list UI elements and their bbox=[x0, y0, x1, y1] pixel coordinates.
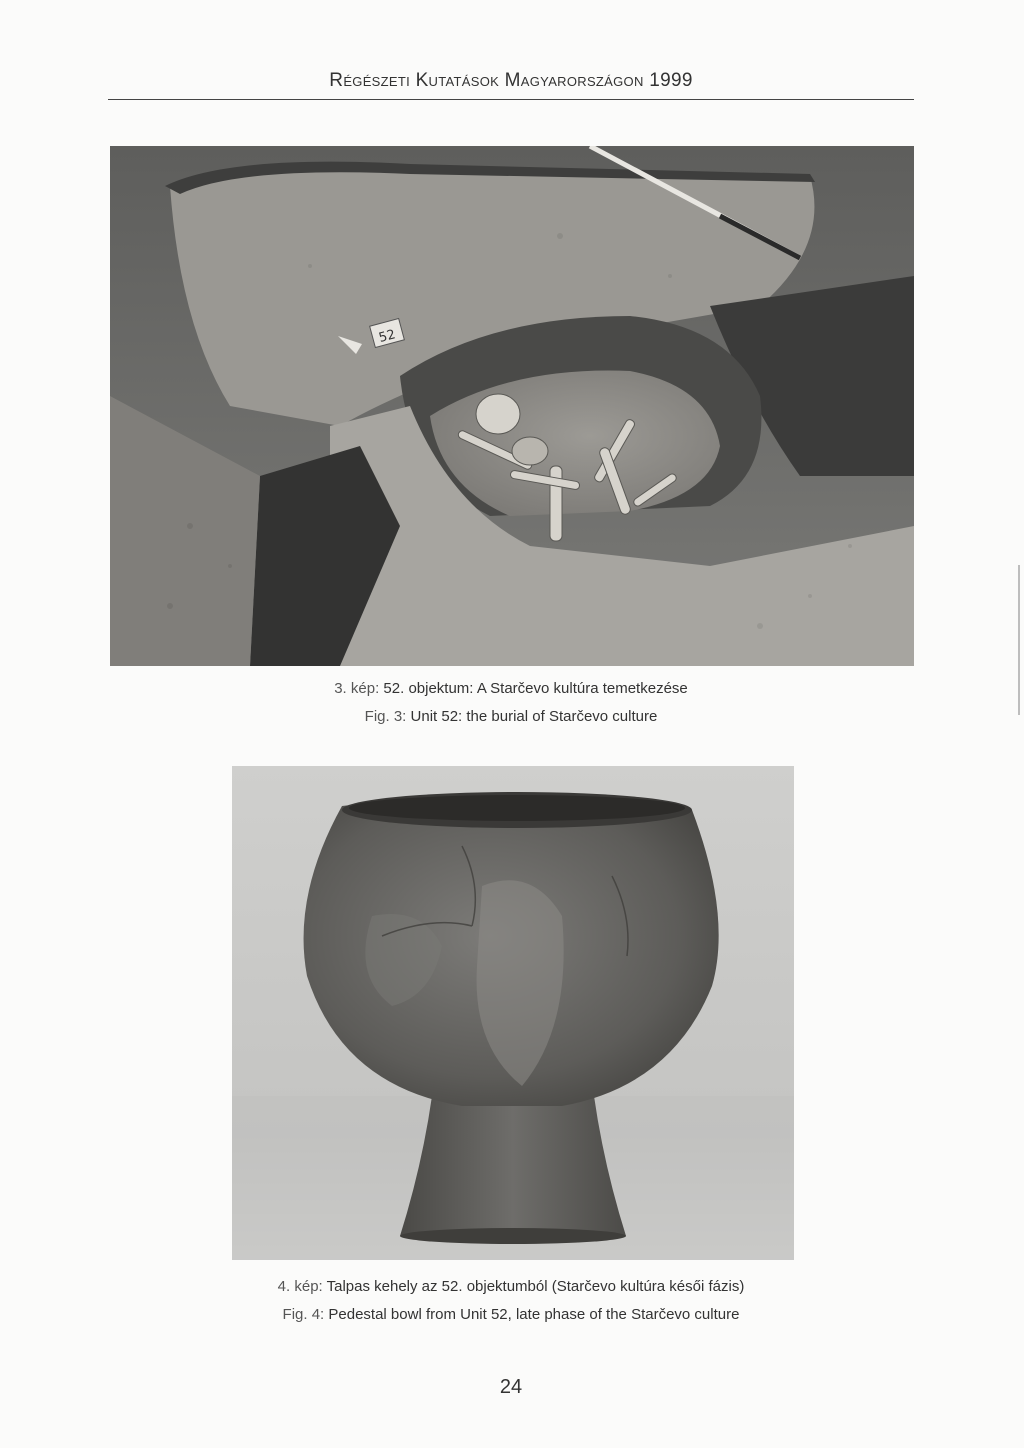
bowl-photo bbox=[232, 766, 794, 1260]
figure-4-caption-en bbox=[108, 1306, 914, 1323]
burial-photo bbox=[110, 146, 914, 666]
page-number: 24 bbox=[499, 1376, 523, 1398]
figure-3-label-en: Fig. 3: bbox=[364, 708, 407, 725]
figure-3-caption-en bbox=[108, 708, 914, 725]
figure-3-text-hu: 52. objektum: A Starčevo kultúra temetkezése bbox=[383, 680, 688, 697]
header-rule bbox=[108, 99, 914, 100]
unit-tag: 52 bbox=[377, 327, 398, 346]
figure-4-text-hu: Talpas kehely az 52. objektumból (Starčevo kultúra késői fázis) bbox=[326, 1278, 745, 1295]
figure-3-text-en: Unit 52: the burial of Starčevo culture bbox=[410, 708, 658, 725]
burial-photo-illustration bbox=[110, 146, 914, 666]
scan-edge-mark bbox=[1018, 565, 1020, 715]
running-title: Régészeti Kutatások Magyarországon 1999 bbox=[329, 70, 693, 91]
figure-3-label-hu: 3. kép: bbox=[334, 680, 380, 697]
bowl-photo-illustration bbox=[232, 766, 794, 1260]
figure-3-caption-hu bbox=[108, 680, 914, 697]
figure-4-caption-hu bbox=[108, 1278, 914, 1295]
figure-4-text-en: Pedestal bowl from Unit 52, late phase of the Starčevo culture bbox=[328, 1306, 740, 1323]
figure-4-label-hu: 4. kép: bbox=[277, 1278, 323, 1295]
figure-4-label-en: Fig. 4: bbox=[282, 1306, 325, 1323]
